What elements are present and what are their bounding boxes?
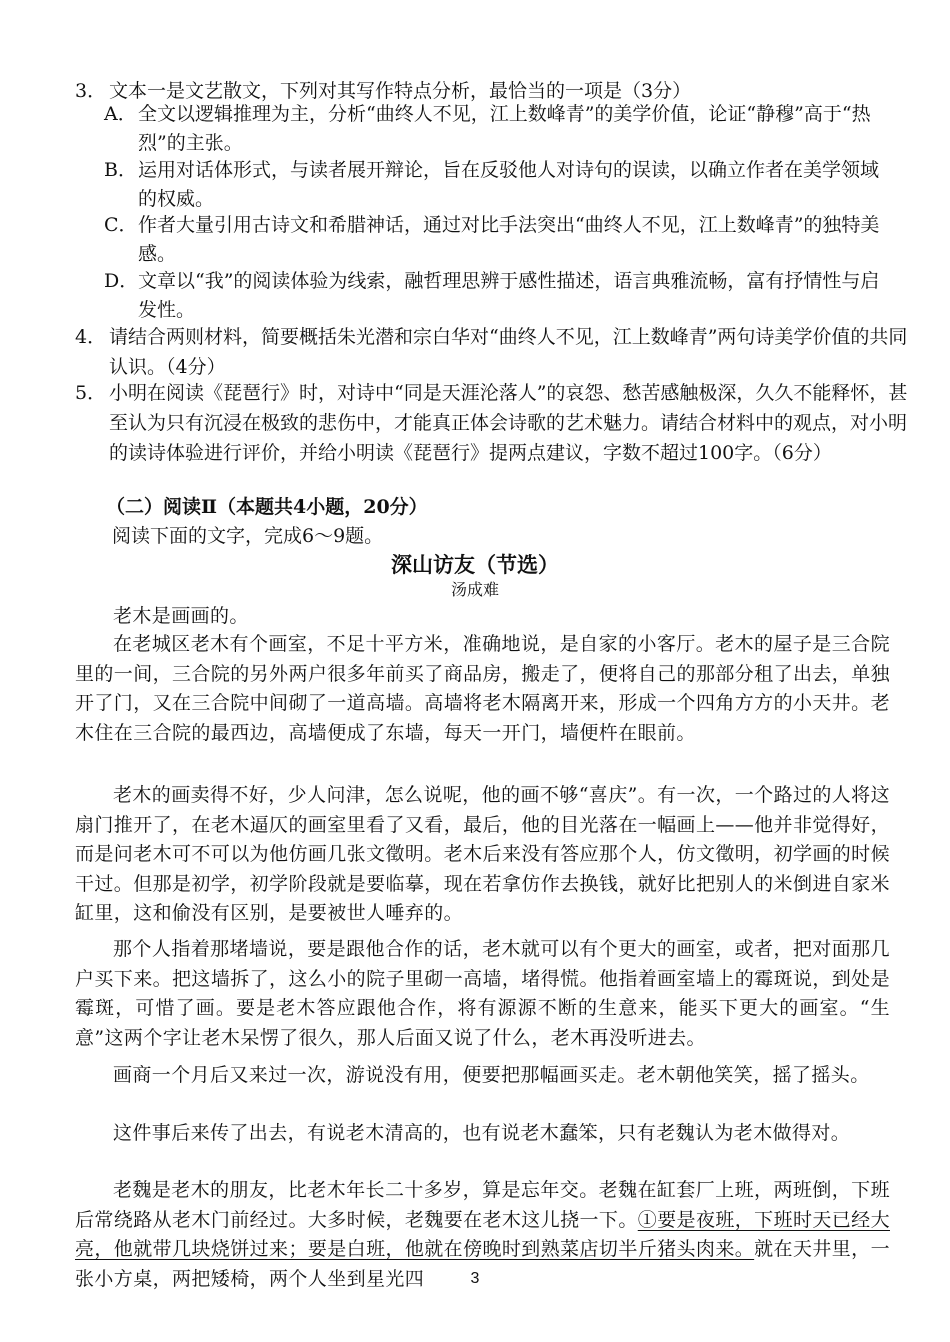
question-number: 4． xyxy=(75,326,107,348)
paragraph-lead: 老魏是老木的朋友，比老木年长二十多岁，算是忘年交。老魏在缸套厂上班，两班倒，下班后常绕路从老木门前经过。大多时候，老魏要在老木这儿挠一下。 xyxy=(75,1179,890,1231)
option-text: 全文以逻辑推理为主，分析“曲终人不见，江上数峰青”的美学价值，论证“静穆”高于“热烈”的主张。 xyxy=(138,103,871,154)
option-text: 文章以“我”的阅读体验为线索，融哲理思辨于感性描述，语言典雅流畅，富有抒情性与启发性。 xyxy=(138,270,880,321)
question-text: 文本一是文艺散文，下列对其写作特点分析，最恰当的一项是（3分） xyxy=(109,80,692,102)
option-letter: C． xyxy=(104,214,138,236)
article-author: 汤成难 xyxy=(450,580,499,599)
option-letter: D． xyxy=(104,270,139,292)
question-text: 请结合两则材料，简要概括朱光潜和宗白华对“曲终人不见，江上数峰青”两句诗美学价值的共同认识。（4分） xyxy=(109,326,908,378)
page-number: 3 xyxy=(470,1270,480,1287)
option-letter: B． xyxy=(104,159,137,181)
paragraph-3: 老木的画卖得不好，少人问津，怎么说呢，他的画不够“喜庆”。有一次，一个路过的人将这扇门推开了，在老木逼仄的画室里看了又看，最后，他的目光落在一幅画上——他并非觉得好，而是问老木可不可以为他仿画几张文徵明。老木后来没有答应那个人，仿文徵明，初学画的时候干过。但那是初学，初学阶段就是要临摹，现在若拿仿作去换钱，就好比把别人的米倒进自家米缸里，这和偷没有区别，是要被世人唾弃的。 xyxy=(75,784,890,924)
paragraph-4: 那个人指着那堵墙说，要是跟他合作的话，老木就可以有个更大的画室，或者，把对面那几户买下来。把这墙拆了，这么小的院子里砌一高墙，堵得慌。他指着画室墙上的霉斑说，到处是霉斑，可惜了画。要是老木答应跟他合作，将有源源不断的生意来，能买下更大的画室。“生意”这两个字让老木呆愣了很久，那人后面又说了什么，老木再没听进去。 xyxy=(75,938,890,1049)
paragraph-tail: 就在天井里，一张小方桌，两把矮椅，两个人坐到星光四 xyxy=(75,1238,890,1290)
question-text: 小明在阅读《琵琶行》时，对诗中“同是天涯沦落人”的哀怨、愁苦感触极深，久久不能释怀，甚至认为只有沉浸在极致的悲伤中，才能真正体会诗歌的艺术魅力。请结合材料中的观点，对小明的读诗体验进行评价，并给小明读《琵琶行》提两点建议，字数不超过100字。（6分） xyxy=(109,382,908,464)
paragraph-6: 这件事后来传了出去，有说老木清高的，也有说老木蠢笨，只有老魏认为老木做得对。 xyxy=(113,1122,851,1144)
option-letter: A． xyxy=(104,103,137,125)
option-text: 作者大量引用古诗文和希腊神话，通过对比手法突出“曲终人不见，江上数峰青”的独特美感。 xyxy=(138,214,880,265)
option-text: 运用对话体形式，与读者展开辩论，旨在反驳他人对诗句的误读，以确立作者在美学领域的权威。 xyxy=(138,159,880,210)
underlined-sentence: ①要是夜班，下班时天已经大亮，他就带几块烧饼过来；要是白班，他就在傍晚时到熟菜店切半斤猪头肉来。 xyxy=(75,1208,890,1260)
question-number: 5． xyxy=(75,382,107,404)
article-title: 深山访友（节选） xyxy=(391,552,559,577)
paragraph-2: 在老城区老木有个画室，不足十平方米，准确地说，是自家的小客厅。老木的屋子是三合院里的一间，三合院的另外两户很多年前买了商品房，搬走了，便将自己的那部分租了出去，单独开了门，又在三合院中间砌了一道高墙。高墙将老木隔离开来，形成一个四角方方的小天井。老木住在三合院的最西边，高墙便成了东墙，每天一开门，墙便杵在眼前。 xyxy=(75,633,890,744)
question-number: 3． xyxy=(75,80,107,102)
paragraph-5: 画商一个月后又来过一次，游说没有用，便要把那幅画买走。老木朝他笑笑，摇了摇头。 xyxy=(113,1064,870,1086)
reading-instruction: 阅读下面的文字，完成6～9题。 xyxy=(112,525,384,547)
paragraph-1: 老木是画画的。 xyxy=(113,605,249,627)
section-heading: （二）阅读Ⅱ（本题共4小题，20分） xyxy=(106,496,428,518)
